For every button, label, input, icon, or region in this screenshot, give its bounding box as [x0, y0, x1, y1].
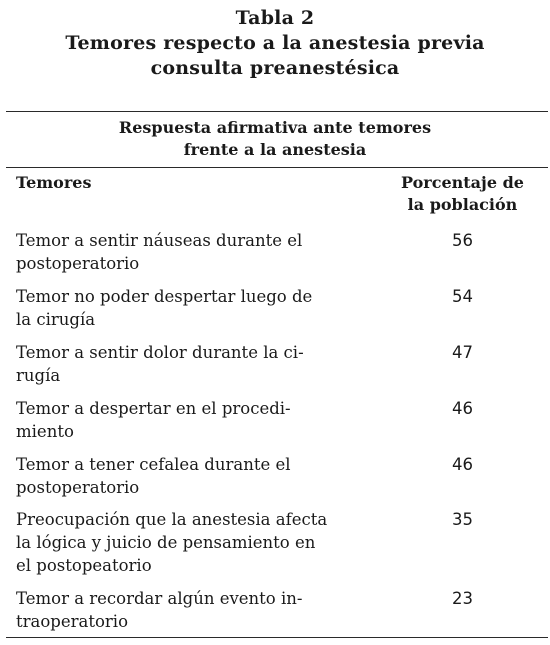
title-line: consulta preanestésica [150, 57, 400, 79]
row-label-line: traoperatorio [16, 612, 129, 631]
row-label-line: Temor a despertar en el procedi- [16, 399, 291, 418]
row-value: 47 [452, 343, 473, 362]
row-label-line: postoperatorio [16, 478, 140, 497]
row-label-line: Preocupación que la anestesia afecta [16, 510, 328, 529]
row-label-line: rugía [16, 366, 61, 385]
row-value: 23 [452, 589, 473, 608]
row-label [16, 453, 366, 499]
row-value: 35 [452, 510, 473, 529]
column-header-line: la población [407, 195, 518, 214]
row-label-line: la lógica y juicio de pensamiento en [16, 533, 316, 552]
top-rule [6, 111, 548, 112]
row-label [16, 508, 366, 577]
row-label-line: Temor a tener cefalea durante el [16, 455, 291, 474]
row-label [16, 229, 366, 275]
title-line: Temores respecto a la anestesia previa [65, 32, 485, 54]
row-label-line: Temor no poder despertar luego de [16, 287, 313, 306]
title-line: Tabla 2 [235, 7, 315, 29]
row-label-line: Temor a sentir dolor durante la ci- [16, 343, 304, 362]
row-value: 54 [452, 287, 473, 306]
table-title [0, 6, 550, 81]
group-header [0, 117, 550, 161]
column-header-line: Porcentaje de [401, 173, 524, 192]
column-header-temores: Temores [16, 173, 92, 192]
row-label [16, 341, 366, 387]
row-label-line: miento [16, 422, 74, 441]
row-label-line: el postopeatorio [16, 556, 152, 575]
bottom-rule [6, 637, 548, 638]
row-value: 46 [452, 399, 473, 418]
row-value: 56 [452, 231, 473, 250]
header-rule [6, 167, 548, 168]
column-header-porcentaje [380, 172, 545, 216]
row-label [16, 285, 366, 331]
group-header-line: frente a la anestesia [183, 140, 367, 159]
row-label [16, 397, 366, 443]
row-value: 46 [452, 455, 473, 474]
row-label-line: postoperatorio [16, 254, 140, 273]
row-label-line: Temor a recordar algún evento in- [16, 589, 303, 608]
row-label [16, 587, 366, 633]
group-header-line: Respuesta afirmativa ante temores [118, 118, 432, 137]
row-label-line: la cirugía [16, 310, 96, 329]
row-label-line: Temor a sentir náuseas durante el [16, 231, 303, 250]
